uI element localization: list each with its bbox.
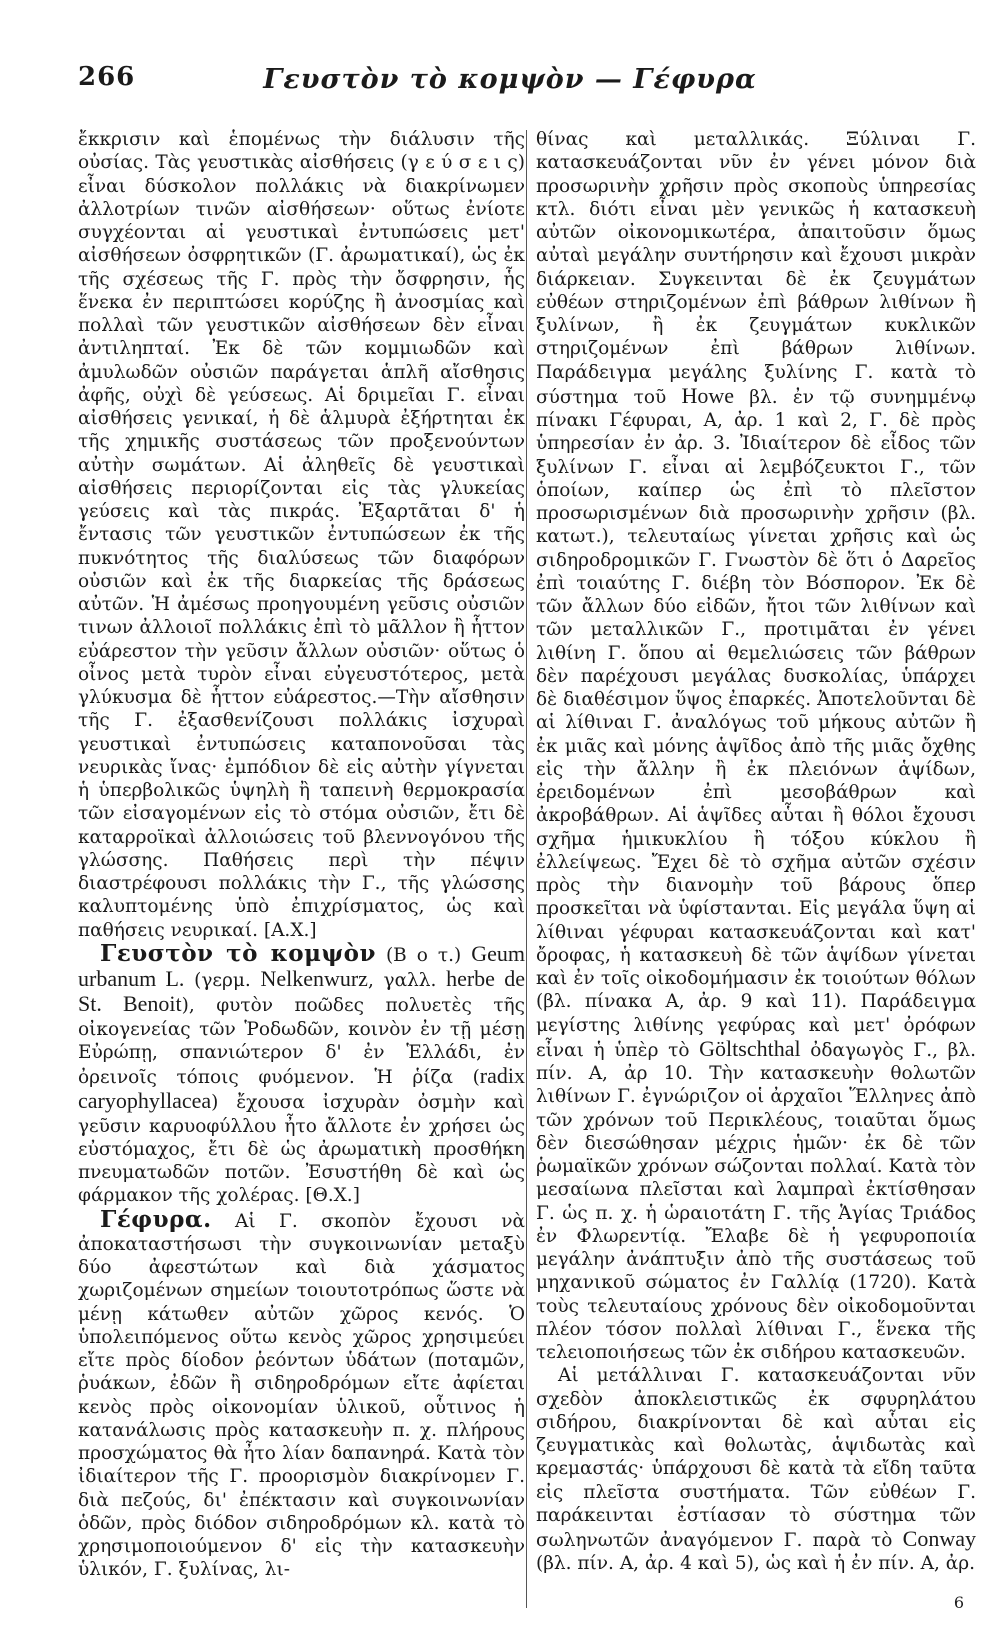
- entry-geum-urbanum: [78, 939, 526, 1208]
- entry-text: (γερμ.: [184, 970, 261, 991]
- entry-text: ) ἔχουσα ἰσχυρὰν ὀσμὴν καὶ γεῦσιν καρυοφύλλου ἦτο ἄλλοτε ἐν χρήσει ὡς εὐστόμαχος, ἔτι δὲ ὡς ἀρωματικὴ προσθήκη πνευματωδῶν ποτῶν. Ἐσυστήθη δὲ καὶ ὡς φάρμακον τῆς χολέρας. [Θ.Χ.]: [78, 1092, 525, 1207]
- entry-text: Αἱ Γ. σκοπὸν ἔχουσι νὰ ἀποκαταστήσωσι τὴν συγκοινωνίαν μεταξὺ δύο ἀφεστώτων καὶ διὰ χάσματος χωριζομένων σημείων τοιουτοτρόπως ὥστε νὰ μένῃ κάτωθεν αὐτῶν χῶρος κενός. Ὁ ὑπολειπόμενος οὕτω κενὸς χῶρος χρησιμεύει εἴτε πρὸς δίοδον ῥεόντων ὑδάτων (ποταμῶν, ῥυάκων, ἐδῶν ἢ σιδηροδρόμων εἴτε ἀφίεται κενὸς πρὸς οἰκονομίαν ὑλικοῦ, οὗτινος ἡ κατανάλωσις πρὸς κατασκευὴν π. χ. πλήρους προσχώματος θὰ ἦτο λίαν δαπανηρά. Κατὰ τὸν ἰδιαίτερον τῆς Γ. προορισμὸν διακρίνομεν Γ. διὰ πεζούς, δι' ἐπέκτασιν καὶ συγκοινωνίαν ὁδῶν, πρὸς διόδον σιδηροδρόμων κλ. κατὰ τὸ χρησιμοποιούμενον δ' εἰς τὴν κατασκευὴν ὑλικόν, Γ. ξυλίνας, λι-: [78, 1210, 525, 1581]
- signature-mark: 6: [953, 1593, 964, 1612]
- latin-term: radix caryophyllacea: [78, 1063, 525, 1114]
- bridge-continued: [536, 128, 976, 1364]
- entry-heading: Γέφυρα.: [100, 1205, 212, 1233]
- running-title: Γευστὸν τὸ κομψὸν — Γέφυρα: [263, 64, 757, 95]
- entry-heading: Γευστὸν τὸ κομψὸν: [100, 939, 376, 967]
- latin-term: Howe: [681, 382, 735, 408]
- page-number: 266: [78, 62, 136, 92]
- latin-term: Geum urbanum L.: [78, 940, 526, 991]
- right-column: [536, 128, 976, 1576]
- column-divider: [526, 130, 527, 1608]
- entry-taste-continued: ἔκκρισιν καὶ ἑπομένως τὴν διάλυσιν τῆς οὐσίας. Τὰς γευστικὰς αἰσθήσεις (γ ε ύ σ ε ι ς) εἶναι δύσκολον πολλάκις νὰ διακρίνωμεν ἀλλοτρίων τινῶν αἰσθήσεων· οὕτως ἐνίοτε συγχέονται αἱ γευστικαὶ ἐντυπώσεις μετ' αἰσθήσεων ὀσφρητικῶν (Γ. ἀρωματικαί), ὡς ἐκ τῆς σχέσεως τῆς Γ. πρὸς τὴν ὄσφρησιν, ἧς ἕνεκα ἐν περιπτώσει κορύζης ἢ ἀνοσμίας καὶ πολλαὶ τῶν γευστικῶν αἰσθήσεων δὲν εἶναι ἀντιληπταί. Ἐκ δὲ τῶν κομμιωδῶν καὶ ἀμυλωδῶν οὐσιῶν παράγεται ἁπλῆ αἴσθησις ἀφῆς, οὐχὶ δὲ γεύσεως. Αἱ δριμεῖαι Γ. εἶναι αἰσθήσεις γενικαί, ἡ δὲ ἁλμυρὰ ἐξήρτηται ἐκ τῆς χημικῆς συστάσεως τῶν προξενούντων αὐτὴν σωμάτων. Αἱ ἀληθεῖς δὲ γευστικαὶ αἰσθήσεις περιορίζονται εἰς τὰς γλυκείας γεύσεις καὶ τὰς πικράς. Ἐξαρτᾶται δ' ἡ ἔντασις τῶν γευστικῶν ἐντυπώσεων ἐκ τῆς πυκνότητος τῆς διαλύσεως τῶν διαφόρων οὐσιῶν καὶ ἐκ τῆς διαρκείας τῆς δράσεως αὐτῶν. Ἡ ἀμέσως προηγουμένη γεῦσις οὐσιῶν τινων ἀλλοιοῖ πολλάκις ἐπὶ τὸ μᾶλλον ἢ ἧττον εὐάρεστον τὴν γεῦσιν ἄλλων οὐσιῶν· οὕτως ὁ οἶνος μετὰ τυρὸν εἶναι εὐγευστότερος, μετὰ γλύκυσμα δὲ ἧττον εὐάρεστος.—Τὴν αἴσθησιν τῆς Γ. ἐξασθενίζουσι πολλάκις ἰσχυραὶ γευστικαὶ ἐντυπώσεις καταπονοῦσαι τὰς νευρικὰς ἴνας· ἐμπόδιον δὲ εἰς αὐτὴν γίγνεται ἡ ὑπερβολικῶς ὑψηλὴ ἢ ταπεινὴ θερμοκρασία τῶν εἰσαγομένων εἰς τὸ στόμα οὐσιῶν, ἔτι δὲ καταρροϊκαὶ ἀλλοιώσεις τοῦ βλεννογόνου τῆς γλώσσης. Παθήσεις περὶ τὴν πέψιν διαστρέφουσι πολλάκις τὴν Γ., τῆς γλώσσης καλυπτομένης ὑπὸ ἐπιχρίσματος, ὡς καὶ παθήσεις νευρικαί. [Α.Χ.]: [78, 129, 525, 941]
- entry-text: ), φυτὸν ποῶδες πολυετὲς τῆς οἰκογενείας τῶν Ῥοδωδῶν, κοινὸν ἐν τῇ μέσῃ Εὐρώπῃ, σπανιώτερον δ' ἐν Ἑλλάδι, ἐν ὀρεινοῖς τόποις φυόμενον. Ἡ ῥίζα (: [78, 995, 525, 1088]
- entry-bridge: [78, 1205, 525, 1582]
- page-header: [78, 62, 942, 106]
- body-text: (βλ. πίν. Α, ἀρ. 4 καὶ 5), ὡς καὶ ἡ ἐν πίν. Α, ἀρ.: [536, 1553, 975, 1575]
- left-column: [78, 128, 525, 1582]
- body-text: θίνας καὶ μεταλλικάς. Ξύλιναι Γ. κατασκευάζονται νῦν ἐν γένει μόνον διὰ προσωρινὴν χρῆσιν πρὸς σκοποὺς ὑπηρεσίας κτλ. διότι εἶναι μὲν γενικῶς ἡ κατασκευὴ αὐτῶν οἰκονομικωτέρα, ἀπαιτοῦσιν ὅμως αὐταὶ μεγάλην συντήρησιν καὶ ἔχουσι μικρὰν διάρκειαν. Συγκεινται δὲ ἐκ ζευγμάτων εὐθέων στηριζομένων ἐπὶ βάθρων λιθίνων ἢ ξυλίνων, ἢ ἐκ ζευγμάτων κυκλικῶν στηριζομένων ἐπὶ βάθρων λιθίνων. Παράδειγμα μεγάλης ξυλίνης Γ. κατὰ τὸ σύστημα τοῦ: [536, 129, 976, 408]
- entry-text: (Β ο τ.): [375, 944, 472, 966]
- latin-term: Nelkenwurz: [260, 966, 368, 991]
- body-text: βλ. ἐν τῷ συνημμένῳ πίνακι Γέφυραι, Α, ἀρ. 1 καὶ 2, Γ. δὲ πρὸς ὑπηρεσίαν ἐν ἀρ. 3. Ἰδιαίτερον δὲ εἶδος τῶν ξυλίνων Γ. εἶναι αἱ λεμβόζευκτοι Γ., τῶν ὁποίων, καίπερ ὡς ἐπὶ τὸ πλεῖστον προσωρισμένων διὰ προσωρινὴν χρῆσιν (βλ. κατωτ.), τελευταίως γίνεται χρῆσις καὶ ὡς σιδηροδρομικῶν Γ. Γνωστὸν δὲ ὅτι ὁ Δαρεῖος ἐπὶ τοιαύτης Γ. διέβη τὸν Βόσπορον. Ἐκ δὲ τῶν ἄλλων δύο εἰδῶν, ἤτοι τῶν λιθίνων καὶ τῶν μεταλλικῶν Γ., προτιμᾶται ἐν γένει λιθίνη Γ. ὅπου αἱ θεμελιώσεις τῶν βάθρων δὲν παρέχουσι μεγάλας δυσκολίας, ὑπάρχει δὲ διαθέσιμον ὕψος ἐπαρκές. Ἀποτελοῦνται δὲ αἱ λίθιναι Γ. ἀναλόγως τοῦ μήκους αὐτῶν ἢ ἐκ μιᾶς καὶ μόνης ἁψῖδος ἀπὸ τῆς μιᾶς ὄχθης εἰς τὴν ἄλλην ἢ ἐκ πλειόνων ἁψίδων, ἐρειδομένων ἐπὶ μεσοβάθρων καὶ ἀκροβάθρων. Αἱ ἁψῖδες αὗται ἢ θόλοι ἔχουσι σχῆμα ἡμικυκλίου ἢ τόξου κύκλου ἢ ἐλλείψεως. Ἔχει δὲ τὸ σχῆμα αὐτῶν σχέσιν πρὸς τὴν διανομὴν τοῦ βάρους ὅπερ προσκεῖται νὰ ὑφίστανται. Εἰς μεγάλα ὕψη αἱ λίθιναι γέφυραι κατασκευάζονται καὶ κατ' ὄροφας, ἡ κατασκευὴ δὲ τῶν ἁψίδων γίνεται καὶ ἐν τοῖς οἰκοδομήμασιν ἐκ τοιούτων θόλων (βλ. πίνακα Α, ἀρ. 9 καὶ 11). Παράδειγμα μεγίστης λιθίνης γεφύρας καὶ μετ' ὀρόφων εἶναι ἡ ὑπὲρ τὸ: [536, 386, 976, 1061]
- body-text: ὀδαγωγὸς Γ., βλ. πίν. Α, ἀρ 10. Τὴν κατασκευὴν θολωτῶν λιθίνων Γ. ἐγνώριζον οἱ ἀρχαῖοι Ἕλληνες ἀπὸ τῶν χρόνων τοῦ Περικλέους, τοιαῦται ὅμως δὲν διεσώθησαν μέχρις ἡμῶν· ἐκ δὲ τῶν ῥωμαϊκῶν χρόνων σώζονται πολλαί. Κατὰ τὸν μεσαίωνα πλεῖσται καὶ λαμπραὶ ἐκτίσθησαν Γ. ὡς π. χ. ἡ ὡραιοτάτη Γ. τῆς Ἁγίας Τριάδος ἐν Φλωρεντίᾳ. Ἔλαβε δὲ ἡ γεφυροποιία μεγάλην ἀνάπτυξιν ἀπὸ τῆς συστάσεως τοῦ μηχανικοῦ σώματος ἐν Γαλλίᾳ (1720). Κατὰ τοὺς τελευταίους χρόνους δὲν οἰκοδομοῦνται πλέον τόσον πολλαὶ λίθιναι Γ., ἕνεκα τῆς τελειοποιήσεως τῶν ἐκ σιδήρου κατασκευῶν.: [536, 1039, 976, 1363]
- latin-term: herbe de St. Benoit: [78, 966, 525, 1017]
- bridge-metal-paragraph: [536, 1364, 976, 1575]
- latin-term: Göltschthal: [699, 1035, 801, 1061]
- entry-text: , γαλλ.: [367, 970, 447, 991]
- body-text: Αἱ μετάλλιναι Γ. κατασκευάζονται νῦν σχεδὸν ἀποκλειστικῶς ἐκ σφυρηλάτου σιδήρου, διακρίνονται δὲ καὶ αὗται εἰς ζευγματικὰς καὶ θολωτὰς, ἁψιδωτὰς καὶ κρεμαστάς· ὑπάρχουσι δὲ κατὰ τὰ εἴδη ταῦτα εἰς πλεῖστα συστήματα. Τῶν εὐθέων Γ. παράκεινται ἐστίασαν τὸ σύστημα τῶν σωληνωτῶν ἀναγόμενον Γ. παρὰ τὸ: [536, 1365, 976, 1551]
- latin-term: Conway: [902, 1526, 976, 1551]
